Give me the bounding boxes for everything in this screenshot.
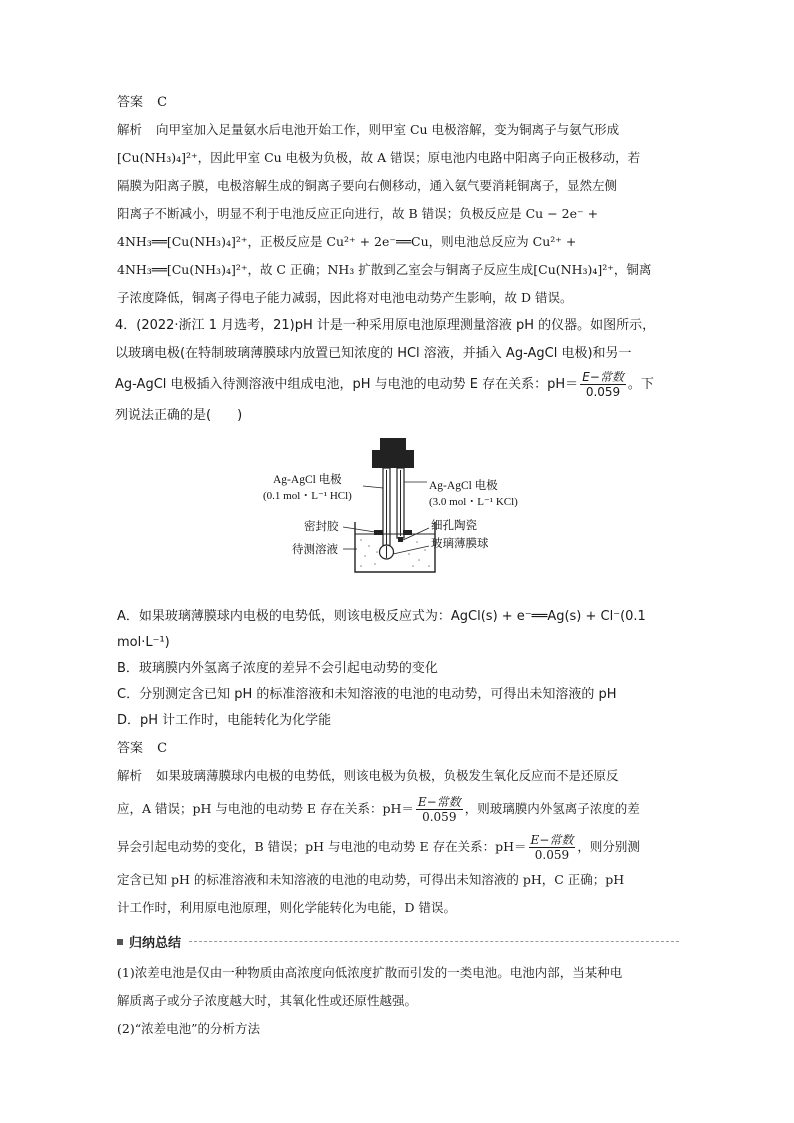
ph-formula-fraction [580,370,626,399]
analysis-2-line-3-pre: 异会引起电动势的变化，B 错误；pH 与电池的电动势 E 存在关系：pH＝ [117,839,527,854]
test-solution-label: 待测溶液 [292,544,338,556]
sealant-block-right [403,530,412,535]
analysis-2-fraction-2-num: E−常数 [530,833,574,847]
page-content [117,92,679,1043]
analysis-2-fraction-2-den: 0.059 [534,848,570,862]
analysis-1-line-1 [117,116,679,144]
left-electrode-conc-label: (0.1 mol・L⁻¹ HCl) [263,490,352,502]
option-a-line-2: mol·L⁻¹) [117,635,170,650]
summary-header [117,932,679,951]
answer-2 [117,738,679,760]
sealant-label: 密封胶 [304,521,339,533]
left-electrode-label: Ag-AgCl 电极 [273,474,342,486]
analysis-2-line-5: 计工作时，利用原电池原理，则化学能转化为电能，D 错误。 [117,900,456,915]
summary-title: 归纳总结 [129,936,182,951]
analysis-1-text-1: 向甲室加入足量氨水后电池开始工作，则甲室 Cu 电极溶解，变为铜离子与氨气形成 [156,122,620,137]
analysis-2-line-2-pre: 应，A 错误；pH 与电池的电动势 E 存在关系：pH＝ [117,801,414,816]
analysis-2-line-3-post: ，则分别测 [577,839,640,854]
analysis-2-line-2 [117,790,679,828]
question-4-line-1: 4．(2022·浙江 1 月选考，21)pH 计是一种采用原电池原理测量溶液 pH 的仪器。如图所示， [115,318,656,333]
ph-formula-numerator: E−常数 [582,370,624,384]
analysis-2-fraction-1-den: 0.059 [422,810,457,824]
analysis-1-line-6: 4NH₃══[Cu(NH₃)₄]²⁺，故 C 正确；NH₃ 扩散到乙室会与铜离子反应生成[Cu(NH₃)₄]²⁺，铜离 [117,262,652,277]
question-4-line-2: 以玻璃电极(在特制玻璃薄膜球内放置已知浓度的 HCl 溶液，并插入 Ag-AgCl 电极)和另一 [115,346,632,361]
question-4-line-3-pre: Ag-AgCl 电极插入待测溶液中组成电池，pH 与电池的电动势 E 存在关系：pH＝ [115,377,579,392]
analysis-2-label: 解析 [117,768,143,783]
analysis-2-text-1: 如果玻璃薄膜球内电极的电势低，则该电极为负极，负极发生氧化反应而不是还原反 [156,768,619,783]
right-electrode-label: Ag-AgCl 电极 [429,480,498,492]
right-electrode-conc-label: (3.0 mol・L⁻¹ KCl) [429,496,518,508]
option-c: C．分别测定含已知 pH 的标准溶液和未知溶液的电池的电动势，可得出未知溶液的 pH [117,687,617,702]
analysis-1-line-4: 阳离子不断减小，明显不利于电池反应正向进行，故 B 错误；负极反应是 Cu − 2e⁻ + [117,206,599,221]
analysis-2-fraction-1 [416,795,463,824]
porous-ceramic-label: 细孔陶瓷 [431,520,477,532]
solution-dots [360,539,430,567]
analysis-1-label: 解析 [117,122,143,137]
glass-bulb-label: 玻璃薄膜球 [431,538,489,550]
analysis-2-fraction-1-num: E−常数 [417,795,461,809]
answer-1-label: 答案 [117,95,144,110]
analysis-2-line-4: 定含已知 pH 的标准溶液和未知溶液的电池的电动势，可得出未知溶液的 pH，C 正确；pH [117,872,625,887]
cap-body [372,450,414,468]
analysis-2-line-1 [117,762,679,790]
answer-1-value: C [157,95,168,110]
option-d: D．pH 计工作时，电能转化为化学能 [117,713,332,728]
analysis-2-line-2-post: ，则玻璃膜内外氢离子浓度的差 [464,801,640,816]
ph-meter-diagram [117,436,679,596]
ph-meter-illustration [117,436,679,596]
sealant-block-left [374,530,383,535]
analysis-2-line-3 [117,828,679,866]
analysis-1-line-7: 子浓度降低，铜离子得电子能力减弱，因此将对电池电动势产生影响，故 D 错误。 [117,290,573,305]
answer-2-value: C [157,741,168,756]
porous-ceramic [398,537,403,542]
question-4-line-4: 列说法正确的是( ) [115,408,243,423]
question-4-line-3-post: 。下 [627,377,654,392]
question-4-line-3 [115,368,679,402]
analysis-1-line-5: 4NH₃══[Cu(NH₃)₄]²⁺，正极反应是 Cu²⁺ + 2e⁻══Cu，则电池总反应为 Cu²⁺ + [117,234,577,249]
summary-divider [189,941,679,942]
summary-line-2: 解质离子或分子浓度越大时，其氧化性或还原性越强。 [117,993,418,1008]
answer-2-label: 答案 [117,741,144,756]
ph-formula-denominator: 0.059 [585,385,621,399]
analysis-1-line-2: [Cu(NH₃)₄]²⁺，因此甲室 Cu 电极为负极，故 A 错误；原电池内电路中阳离子向正极移动，若 [117,150,641,165]
option-a-line-1: A．如果玻璃薄膜球内电极的电势低，则该电极反应式为：AgCl(s) + e⁻══Ag(s) + Cl⁻(0.1 [117,609,646,624]
summary-line-1: (1)浓差电池是仅由一种物质由高浓度向低浓度扩散而引发的一类电池。电池内部，当某种电 [117,965,623,980]
analysis-2-fraction-2 [529,833,576,862]
answer-1 [117,92,679,114]
analysis-1-line-3: 隔膜为阳离子膜，电极溶解生成的铜离子要向右侧移动，通入氨气要消耗铜离子，显然左侧 [117,178,618,193]
summary-line-3: (2)“浓差电池”的分析方法 [117,1021,260,1036]
cap-top [380,438,406,452]
option-b: B．玻璃膜内外氢离子浓度的差异不会引起电动势的变化 [117,661,438,676]
summary-marker-icon [117,939,123,945]
